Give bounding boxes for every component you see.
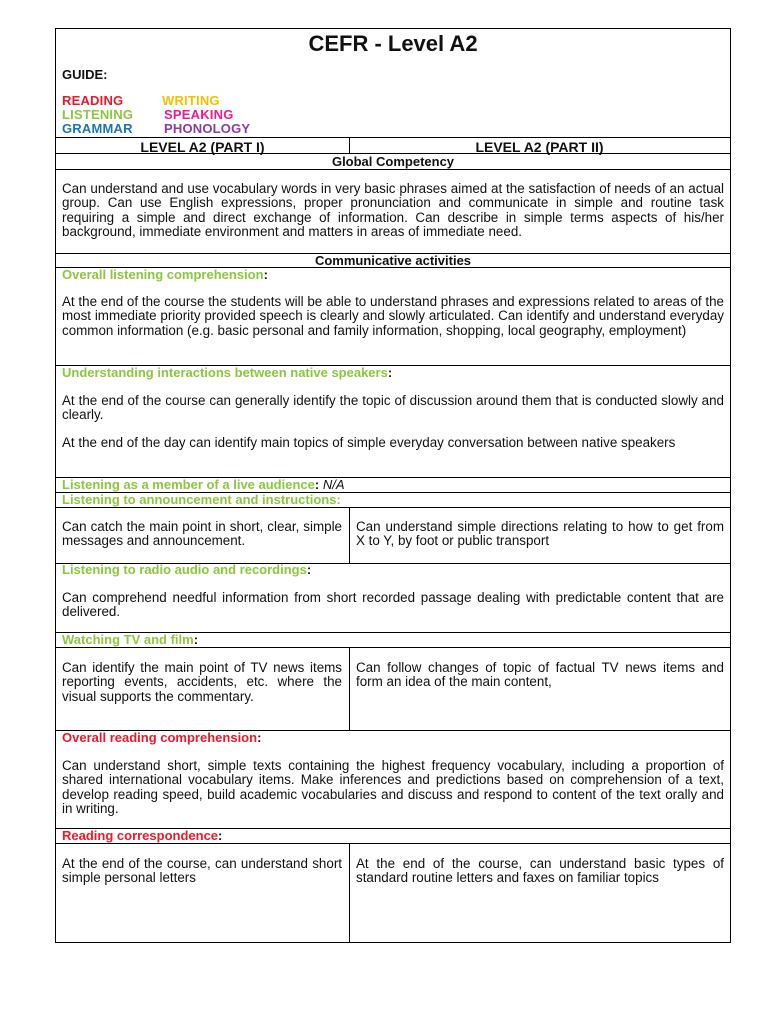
divider (56, 507, 730, 508)
column-header-part-2: LEVEL A2 (PART II) (475, 139, 604, 155)
column-divider (349, 843, 350, 943)
overall-reading-text: Can understand short, simple texts containing the highest frequency vocabulary, including a proportion of shared international vocabulary items. Make inferences and predictions based on comprehension of a text, develop reading speed, build academic vocabularies and discuss and respond to content of the text orally and in writing. (62, 758, 724, 816)
tv-right-cell: Can follow changes of topic of factual TV news items and form an idea of the main content, (356, 660, 724, 690)
column-divider (349, 137, 350, 153)
legend-speaking: SPEAKING (164, 107, 234, 122)
interactions-text-1: At the end of the course can generally identify the topic of discussion around them that is conducted slowly and clearly. (62, 393, 724, 423)
section-title-tv: Watching TV and film: (62, 632, 199, 647)
overall-listening-text: At the end of the course the students will be able to understand phrases and expressions related to areas of the most immediate priority provided speech is clearly and slowly articulated. Can identify and understand everyday common information (e.g. basic personal and family information, shopping, local geography, employment) (62, 294, 724, 338)
divider (56, 137, 730, 138)
interactions-text-2: At the end of the day can identify main topics of simple everyday conversation between native speakers (62, 435, 676, 450)
section-title-interactions: Understanding interactions between native speakers: (62, 365, 393, 380)
correspondence-left-cell: At the end of the course, can understand short simple personal letters (62, 856, 342, 886)
legend-grammar: GRAMMAR (62, 121, 133, 136)
global-competency-text: Can understand and use vocabulary words in very basic phrases aimed at the satisfaction of needs of an actual group. Can use English expressions, proper pronunciation and communicate in simple and routine task requiring a simple and direct exchange of information. Can describe in simple terms aspects of his/her background, immediate environment and matters in areas of immediate need. (62, 181, 724, 239)
guide-label: GUIDE: (62, 67, 108, 82)
legend-phonology: PHONOLOGY (164, 121, 251, 136)
radio-text: Can comprehend needful information from short recorded passage dealing with predictable content that are delivered. (62, 590, 724, 620)
communicative-activities-heading: Communicative activities (314, 253, 472, 268)
legend-reading: READING (62, 93, 124, 108)
section-title-overall-reading: Overall reading comprehension: (62, 730, 262, 745)
section-title-overall-listening: Overall listening comprehension: (62, 267, 268, 282)
correspondence-right-cell: At the end of the course, can understand basic types of standard routine letters and faxes on familiar topics (356, 856, 724, 886)
global-competency-heading: Global Competency (331, 154, 455, 169)
announcements-right-cell: Can understand simple directions relating to how to get from X to Y, by foot or public transport (356, 519, 724, 549)
section-title-announcements: Listening to announcement and instructions: (62, 492, 341, 507)
column-divider (349, 647, 350, 730)
page-title: CEFR - Level A2 (308, 31, 478, 56)
section-title-correspondence: Reading correspondence: (62, 828, 223, 843)
section-title-live-audience: Listening as a member of a live audience: N/A (62, 477, 345, 492)
column-divider (349, 507, 350, 563)
legend-writing: WRITING (162, 93, 220, 108)
legend-listening: LISTENING (62, 107, 134, 122)
divider (56, 169, 730, 170)
divider (56, 647, 730, 648)
announcements-left-cell: Can catch the main point in short, clear, simple messages and announcement. (62, 519, 342, 549)
document-frame (55, 28, 731, 943)
tv-left-cell: Can identify the main point of TV news items reporting events, accidents, etc. where the visual supports the commentary. (62, 660, 342, 704)
divider (56, 843, 730, 844)
column-header-part-1: LEVEL A2 (PART I) (140, 139, 265, 155)
section-title-radio: Listening to radio audio and recordings: (62, 562, 312, 577)
